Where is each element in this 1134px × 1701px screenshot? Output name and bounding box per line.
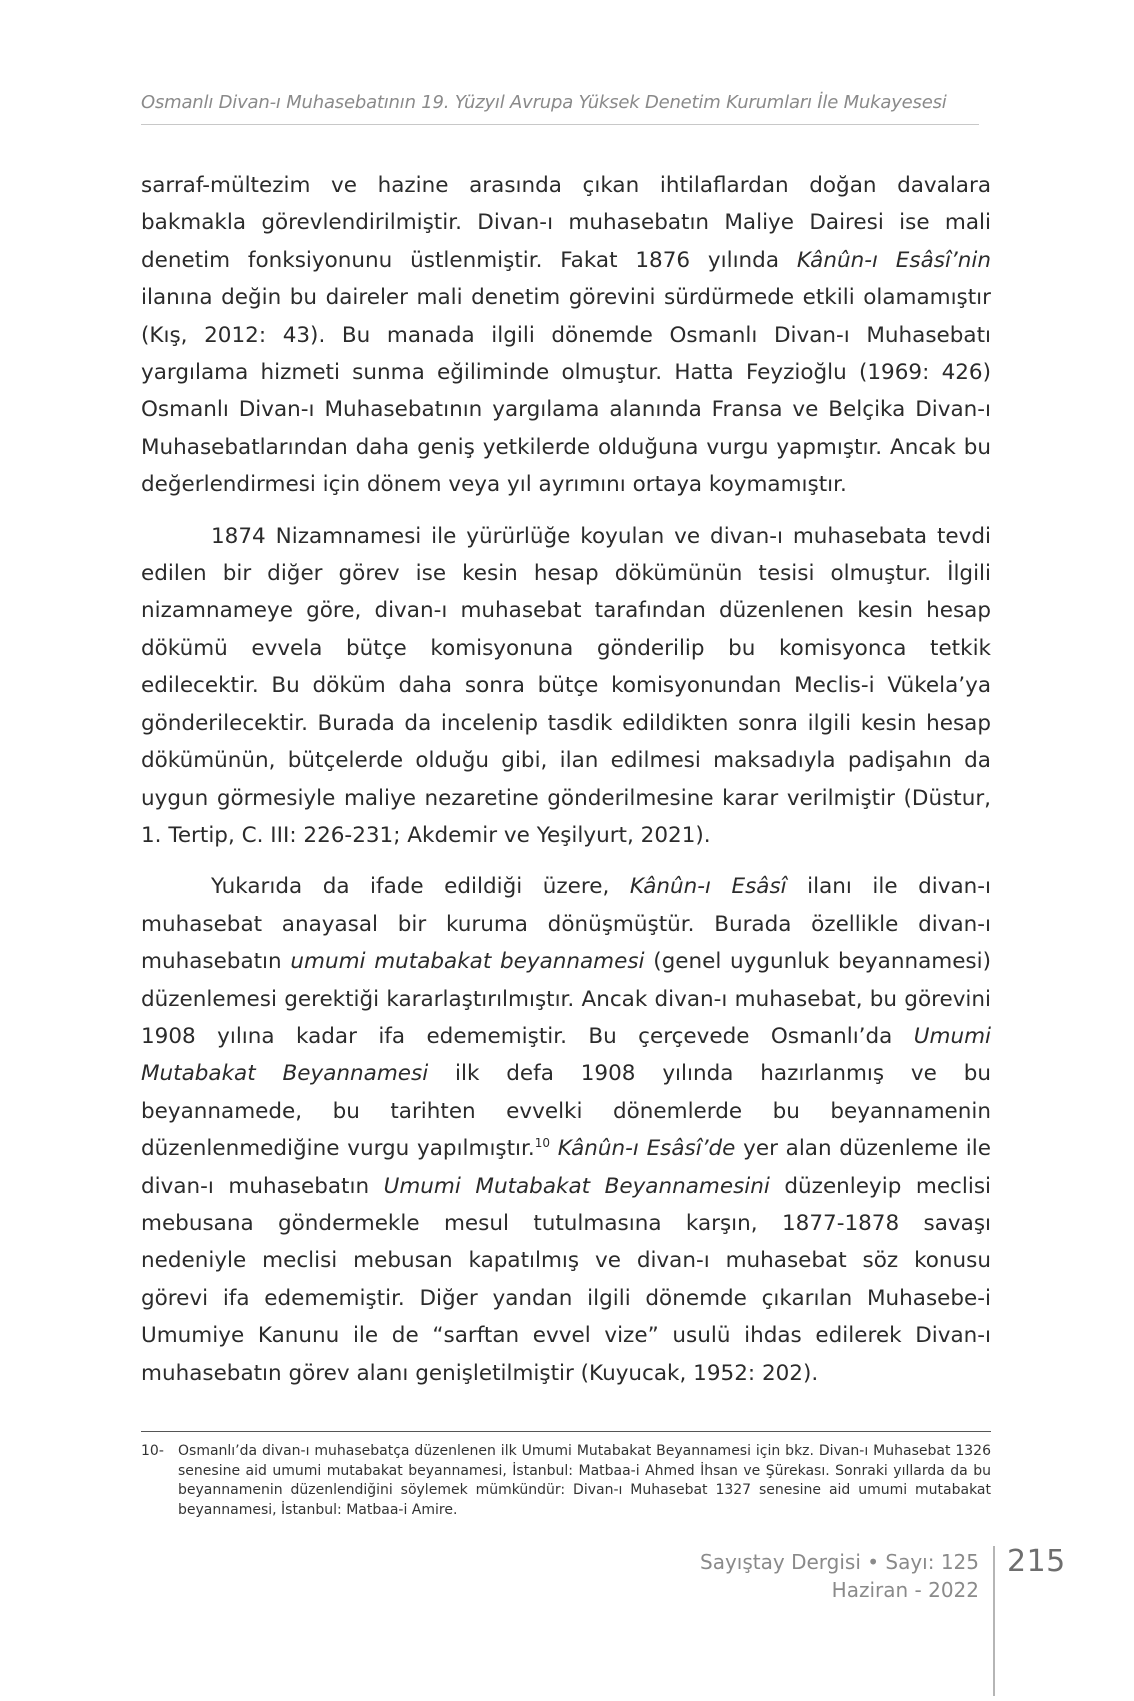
footnote-reference[interactable]: 10 [534,1136,551,1150]
text-run: yer alan düzenleme ile divan-ı muhasebatın [141,1136,991,1199]
header-divider [141,124,979,125]
footnote-divider [141,1431,991,1432]
page-number: 215 [1007,1544,1066,1579]
journal-name: Sayıştay Dergisi • Sayı: 125 [700,1550,979,1574]
text-run: 1874 Nizamnamesi ile yürürlüğe koyulan ve divan-ı muhasebata tevdi edilen bir diğer görev ise kesin hesap dökümünün tesisi olmuştur. İlgili nizamnameye göre, divan-ı muhasebat tarafından düzenlenen kesin hesap dökümü evvela bütçe komisyonuna gönderilip bu komisyonca tetkik edilecektir. Bu döküm daha sonra bütçe komisyonundan Meclis-i Vükela’ya gönderilecektir. Burada da incelenip tasdik edildikten sonra ilgili kesin hesap dökümünün, bütçelerde olduğu gibi, ilan edilmesi maksadıyla padişahın da uygun görmesiyle maliye nezaretine gönderilmesine karar verilmiştir (Düstur, 1. Tertip, C. III: 226-231; Akdemir ve Yeşilyurt, 2021). [141,523,991,848]
text-run: ilk defa 1908 yılında hazırlanmış ve bu beyannamede, bu tarihten evvelki dönemlerde bu beyannamenin düzenlenmediğine vurgu yapılmıştır. [141,1061,991,1162]
italic-term: Kânûn-ı Esâsî [629,874,787,900]
italic-term: Kânûn-ı Esâsî’de [557,1136,736,1162]
running-header-title: Osmanlı Divan-ı Muhasebatının 19. Yüzyıl Avrupa Yüksek Denetim Kurumları İle Mukayesesi [141,92,947,113]
italic-term: Kânûn-ı Esâsî’nin [796,247,991,273]
italic-term: umumi mutabakat beyannamesi [290,949,645,975]
paragraph-2 [141,518,991,855]
journal-info [700,1548,979,1604]
issue-date: Haziran - 2022 [831,1578,979,1602]
paragraph-3 [141,868,991,1392]
footnote [141,1442,991,1520]
text-run: sarraf-mültezim ve hazine arasında çıkan ihtilaflardan doğan davalara bakmakla görevlendirilmiştir. Divan-ı muhasebatın Maliye Dairesi ise mali denetim fonksiyonunu üstlenmiştir. Fakat 1876 yılında [141,173,991,273]
text-run: Yukarıda da ifade edildiği üzere, [211,874,630,900]
text-run: ilanı ile divan-ı muhasebat anayasal bir kuruma dönüşmüştür. Burada özellikle divan-ı muhasebatın [141,874,991,975]
text-run: (genel uygunluk beyannamesi) düzenlemesi gerektiği kararlaştırılmıştır. Ancak divan-ı muhasebat, bu görevini 1908 yılına kadar ifa edememiştir. Bu çerçevede Osmanlı’da [141,949,991,1049]
footnote-number: 10- [141,1443,164,1459]
italic-term: Umumi Mutabakat Beyannamesi [141,1023,991,1087]
paragraph-1 [141,167,991,504]
footer-divider [993,1546,995,1696]
text-run: ilanına değin bu daireler mali denetim görevini sürdürmede etkili olamamıştır (Kış, 2012: 43). Bu manada ilgili dönemde Osmanlı Divan-ı Muhasebatı yargılama hizmeti sunma eğiliminde olmuştur. Hatta Feyzioğlu (1969: 426) Osmanlı Divan-ı Muhasebatının yargılama alanında Fransa ve Belçika Divan-ı Muhasebatlarından daha geniş yetkilerde olduğuna vurgu yapmıştır. Ancak bu değerlendirmesi için dönem veya yıl ayrımını ortaya koymamıştır. [141,285,991,498]
footnote-text: Osmanlı’da divan-ı muhasebatça düzenlenen ilk Umumi Mutabakat Beyannamesi için bkz. Divan-ı Muhasebat 1326 senesine aid umumi mutabakat beyannamesi, İstanbul: Matbaa-i Ahmed İhsan ve Şürekası. Sonraki yıllarda da bu beyannamenin düzenlendiğini söylemek mümkündür: Divan-ı Muhasebat 1327 senesine aid umumi mutabakat beyannamesi, İstanbul: Matbaa-i Amire. [178,1443,991,1518]
text-run: düzenleyip meclisi mebusana göndermekle mesul tutulmasına karşın, 1877-1878 savaşı nedeniyle meclisi mebusan kapatılmış ve divan-ı muhasebat söz konusu görevi ifa edememiştir. Diğer yandan ilgili dönemde çıkarılan Muhasebe-i Umumiye Kanunu ile de “sarftan evvel vize” usulü ihdas edilerek Divan-ı muhasebatın görev alanı genişletilmiştir (Kuyucak, 1952: 202). [141,1173,991,1386]
italic-term: Umumi Mutabakat Beyannamesini [383,1173,770,1199]
body-text [141,167,991,1392]
